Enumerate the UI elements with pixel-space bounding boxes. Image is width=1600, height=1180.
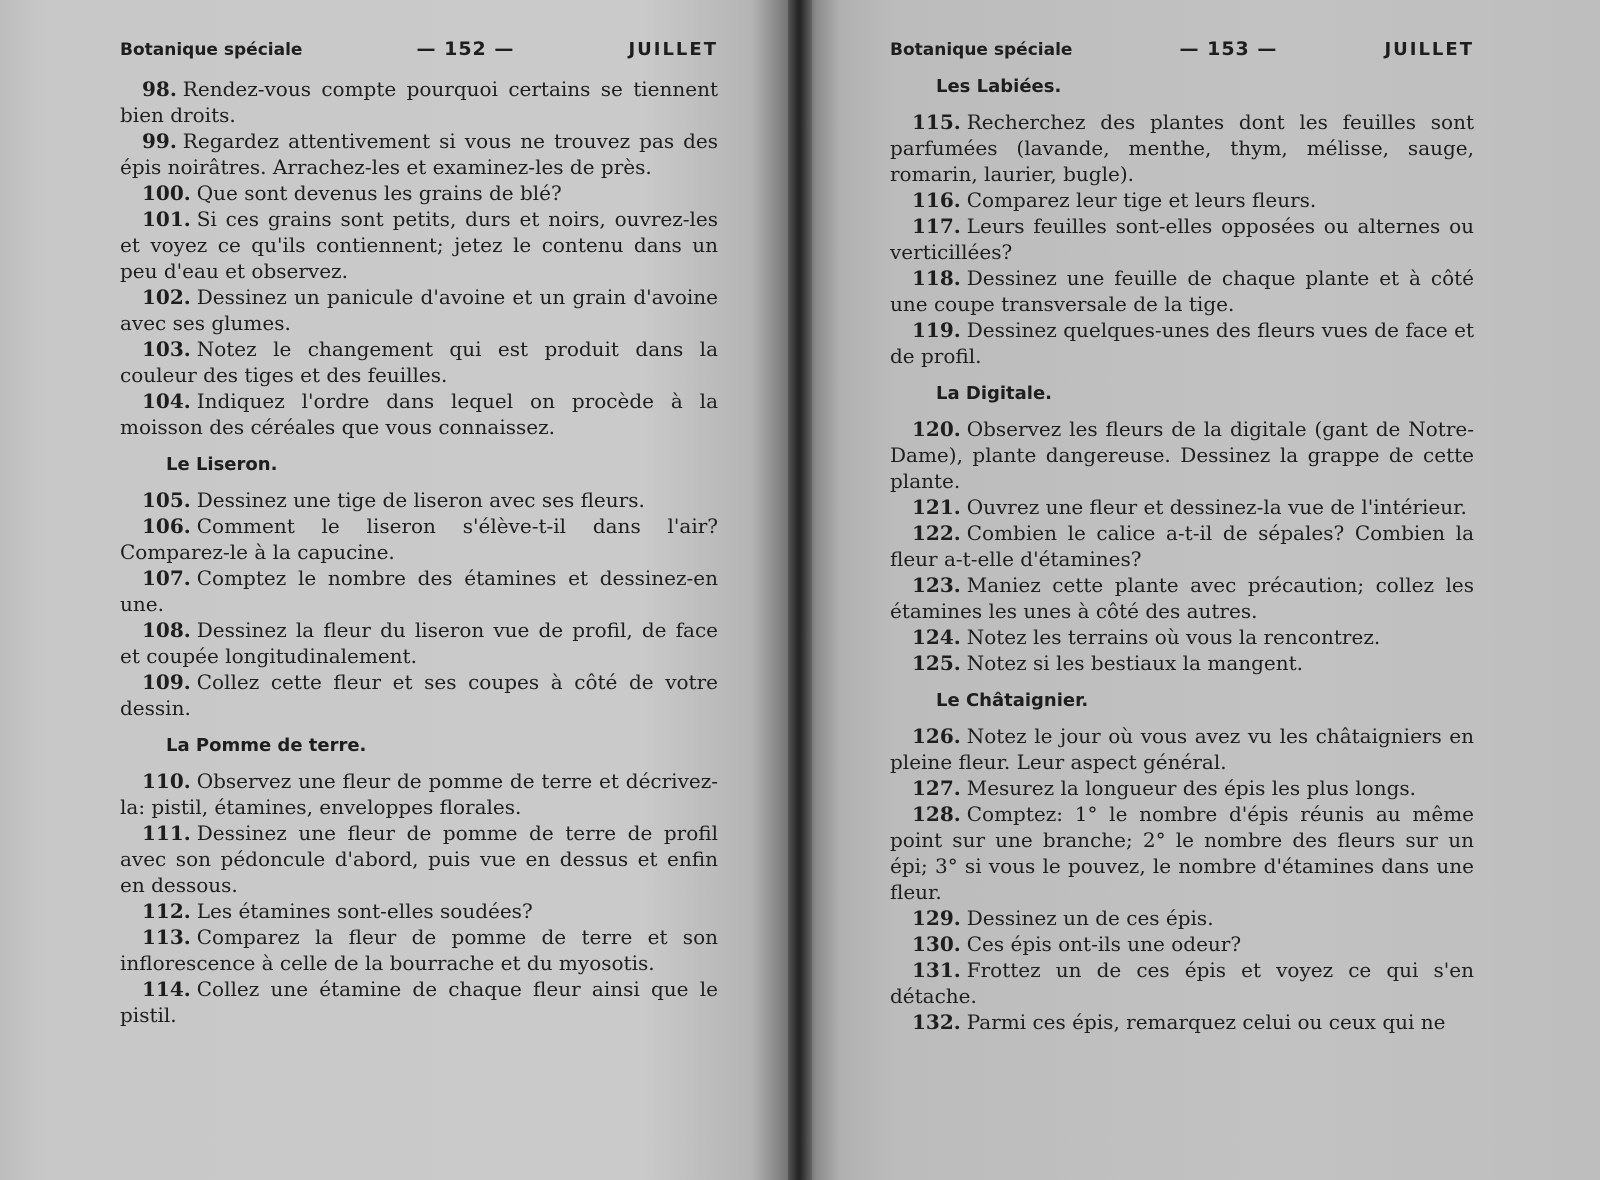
exercise-item [120,976,718,1028]
exercise-number: 115. [912,110,961,134]
exercise-text: Comptez le nombre des étamines et dessinez-en une. [120,566,718,616]
page-number: — 153 — [1179,38,1278,60]
page-153-content [890,34,1474,1035]
exercise-text: Notez si les bestiaux la mangent. [966,651,1304,675]
exercise-item [120,388,718,440]
exercise-number: 107. [142,566,191,590]
exercise-text: Dessinez une feuille de chaque plante et à côté une coupe transversale de la tige. [890,266,1474,316]
exercise-item [120,128,718,180]
exercise-text: Mesurez la longueur des épis les plus longs. [966,776,1416,800]
exercise-text: Observez les fleurs de la digitale (gant de Notre-Dame), plante dangereuse. Dessinez la grappe de cette plante. [890,417,1474,493]
exercise-text: Dessinez la fleur du liseron vue de profil, de face et coupée longitudinalement. [120,618,718,668]
exercise-text: Notez le changement qui est produit dans la couleur des tiges et des feuilles. [120,337,718,387]
exercise-item [120,180,718,206]
exercise-text: Si ces grains sont petits, durs et noirs, ouvrez-les et voyez ce qu'ils contiennent; jetez le contenu dans un peu d'eau et observez. [120,207,718,283]
exercise-item [120,284,718,336]
exercise-item [890,801,1474,905]
section-heading: Les Labiées. [936,76,1062,97]
section-heading: Le Liseron. [166,454,278,475]
exercise-text: Comparez leur tige et leurs fleurs. [966,188,1317,212]
exercise-item [890,265,1474,317]
exercise-item [120,206,718,284]
exercise-text: Rendez-vous compte pourquoi certains se tiennent bien droits. [120,77,718,127]
running-head [120,38,718,60]
exercise-item [890,317,1474,369]
exercise-number: 103. [142,337,191,361]
exercise-number: 125. [912,651,961,675]
exercise-number: 121. [912,495,961,519]
exercise-item [890,957,1474,1009]
exercise-text: Recherchez des plantes dont les feuilles sont parfumées (lavande, menthe, thym, mélisse, sauge, romarin, laurier, bugle). [890,110,1474,186]
exercise-number: 114. [142,977,191,1001]
exercise-text: Ouvrez une fleur et dessinez-la vue de l'intérieur. [966,495,1467,519]
exercise-item [890,494,1474,520]
exercise-text: Les étamines sont-elles soudées? [196,899,533,923]
exercise-text: Notez les terrains où vous la rencontrez. [966,625,1381,649]
exercise-number: 118. [912,266,961,290]
exercise-text: Collez cette fleur et ses coupes à côté de votre dessin. [120,670,718,720]
exercise-number: 98. [142,77,177,101]
exercise-item [120,820,718,898]
exercise-item [890,109,1474,187]
exercise-item [890,775,1474,801]
exercise-number: 132. [912,1010,961,1034]
exercise-number: 124. [912,625,961,649]
page-152-content [120,34,718,1028]
section-heading: Le Châtaignier. [936,690,1089,711]
exercise-number: 128. [912,802,961,826]
exercise-text: Dessinez une tige de liseron avec ses fleurs. [196,488,645,512]
exercise-number: 131. [912,958,961,982]
exercise-number: 110. [142,769,191,793]
exercise-text: Indiquez l'ordre dans lequel on procède à la moisson des céréales que vous connaissez. [120,389,718,439]
exercise-number: 113. [142,925,191,949]
exercise-text: Regardez attentivement si vous ne trouvez pas des épis noirâtres. Arrachez-les et examinez-les de près. [120,129,718,179]
exercise-text: Leurs feuilles sont-elles opposées ou alternes ou verticillées? [890,214,1474,264]
section-heading: La Digitale. [936,383,1053,404]
exercise-number: 120. [912,417,961,441]
exercise-item [120,669,718,721]
running-head-title: Botanique spéciale [120,40,303,60]
exercise-text: Dessinez une fleur de pomme de terre de profil avec son pédoncule d'abord, puis vue en dessus et enfin en dessous. [120,821,718,897]
exercise-item [120,617,718,669]
exercise-item [890,416,1474,494]
exercise-item [890,650,1474,676]
exercise-item [120,513,718,565]
running-head-title: Botanique spéciale [890,40,1073,60]
exercise-item [120,898,718,924]
exercise-item [890,624,1474,650]
exercise-item [120,565,718,617]
exercise-item [120,76,718,128]
page-number: — 152 — [416,38,515,60]
exercise-number: 105. [142,488,191,512]
exercise-item [890,905,1474,931]
book-gutter [788,0,812,1180]
exercise-number: 117. [912,214,961,238]
exercise-item [890,931,1474,957]
exercise-text: Parmi ces épis, remarquez celui ou ceux qui ne [966,1010,1446,1034]
section-heading: La Pomme de terre. [166,735,367,756]
exercise-text: Dessinez un panicule d'avoine et un grain d'avoine avec ses glumes. [120,285,718,335]
exercise-number: 99. [142,129,177,153]
exercise-item [120,336,718,388]
exercise-number: 106. [142,514,191,538]
exercise-number: 109. [142,670,191,694]
exercise-text: Dessinez un de ces épis. [966,906,1214,930]
exercise-number: 108. [142,618,191,642]
exercise-text: Notez le jour où vous avez vu les châtaigniers en pleine fleur. Leur aspect général. [890,724,1474,774]
running-head-month: JUILLET [1384,39,1474,60]
exercise-item [890,723,1474,775]
exercise-text: Ces épis ont-ils une odeur? [966,932,1242,956]
exercise-number: 102. [142,285,191,309]
exercise-item [120,768,718,820]
exercise-number: 101. [142,207,191,231]
exercise-item [890,213,1474,265]
exercise-number: 119. [912,318,961,342]
exercise-item [890,520,1474,572]
exercise-number: 112. [142,899,191,923]
exercise-number: 104. [142,389,191,413]
exercise-number: 116. [912,188,961,212]
exercise-item [120,487,718,513]
exercise-number: 130. [912,932,961,956]
exercise-text: Que sont devenus les grains de blé? [196,181,562,205]
exercise-number: 123. [912,573,961,597]
page-153 [800,0,1600,1180]
exercise-text: Observez une fleur de pomme de terre et décrivez-la: pistil, étamines, enveloppes florales. [120,769,718,819]
exercise-text: Collez une étamine de chaque fleur ainsi que le pistil. [120,977,718,1027]
exercise-number: 127. [912,776,961,800]
running-head-month: JUILLET [628,39,718,60]
exercise-item [890,572,1474,624]
exercise-text: Comparez la fleur de pomme de terre et son inflorescence à celle de la bourrache et du myosotis. [120,925,718,975]
exercise-number: 129. [912,906,961,930]
running-head [890,38,1474,60]
exercise-text: Dessinez quelques-unes des fleurs vues de face et de profil. [890,318,1474,368]
exercise-number: 111. [142,821,191,845]
exercise-number: 126. [912,724,961,748]
page-152-text [120,76,718,1028]
exercise-text: Combien le calice a-t-il de sépales? Combien la fleur a-t-elle d'étamines? [890,521,1474,571]
exercise-item [890,187,1474,213]
exercise-text: Comptez: 1° le nombre d'épis réunis au même point sur une branche; 2° le nombre des fleurs sur un épi; 3° si vous le pouvez, le nombre d'étamines dans une fleur. [890,802,1474,904]
exercise-text: Frottez un de ces épis et voyez ce qui s'en détache. [890,958,1474,1008]
page-153-text [890,76,1474,1035]
exercise-text: Comment le liseron s'élève-t-il dans l'air? Comparez-le à la capucine. [120,514,718,564]
exercise-text: Maniez cette plante avec précaution; collez les étamines les unes à côté des autres. [890,573,1474,623]
exercise-item [890,1009,1474,1035]
exercise-item [120,924,718,976]
exercise-number: 100. [142,181,191,205]
exercise-number: 122. [912,521,961,545]
